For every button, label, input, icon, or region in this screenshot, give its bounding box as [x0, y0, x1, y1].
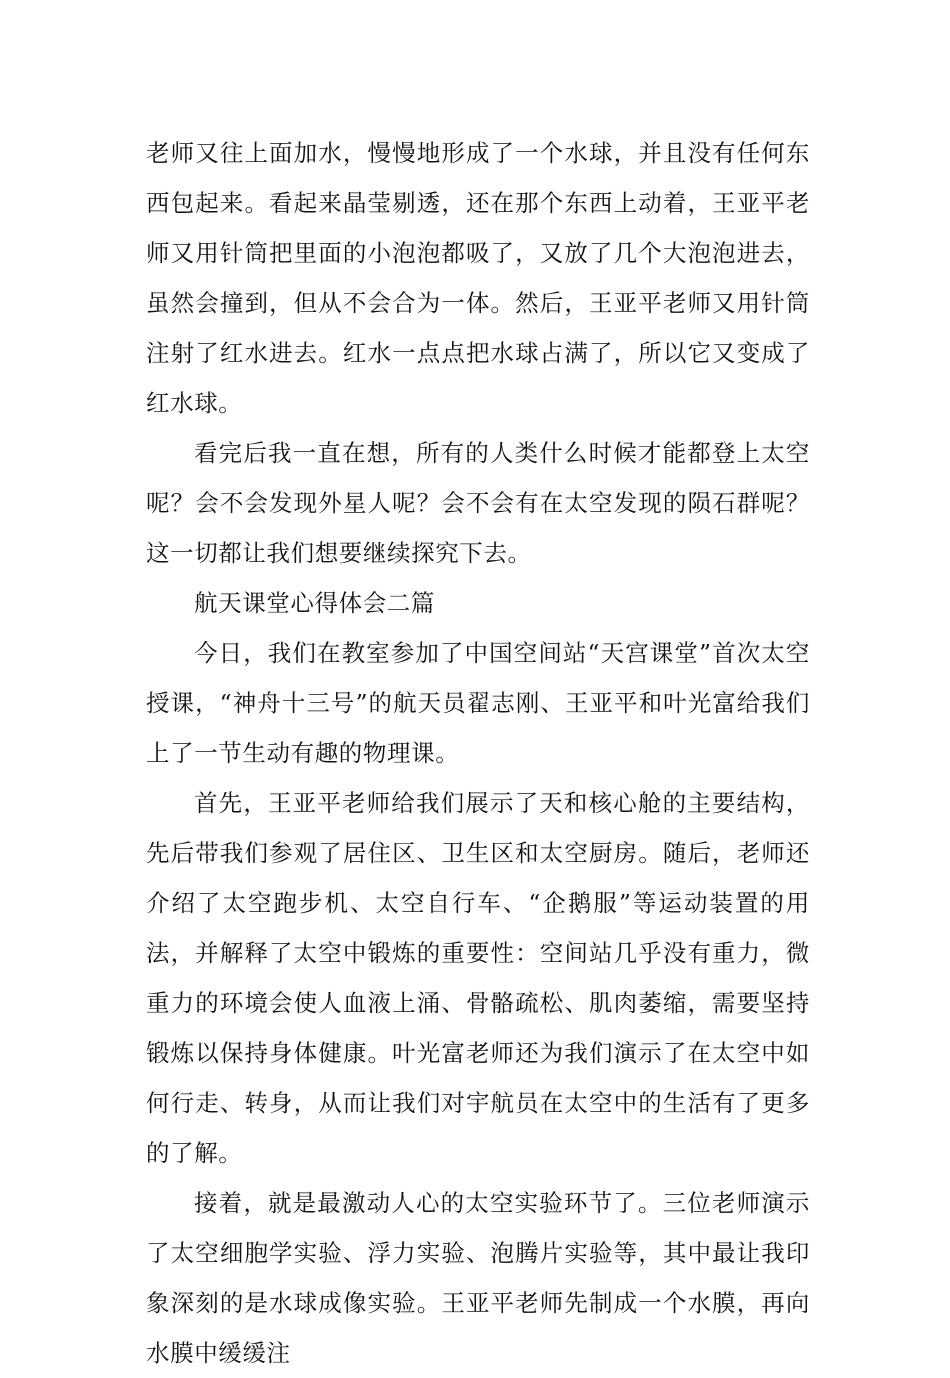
section-heading: 航天课堂心得体会二篇: [194, 589, 435, 617]
paragraph-reflection: 看完后我一直在想，所有的人类什么时候才能都登上太空呢？会不会发现外星人呢？会不会有在太空发现的陨石群呢？这一切都让我们想要继续探究下去。: [146, 439, 810, 567]
paragraph-core-module: 首先，王亚平老师给我们展示了天和核心舱的主要结构，先后带我们参观了居住区、卫生区和太空厨房。随后，老师还介绍了太空跑步机、太空自行车、“企鹅服”等运动装置的用法，并解释了太空中锻炼的重要性：空间站几乎没有重力，微重力的环境会使人血液上涌、骨骼疏松、肌肉萎缩，需要坚持锻炼以保持身体健康。叶光富老师还为我们演示了在太空中如何行走、转身，从而让我们对宇航员在太空中的生活有了更多的了解。: [146, 789, 810, 1167]
document-body: [146, 128, 810, 1378]
paragraph-water-ball-continued: 老师又往上面加水，慢慢地形成了一个水球，并且没有任何东西包起来。看起来晶莹剔透，还在那个东西上动着，王亚平老师又用针筒把里面的小泡泡都吸了，又放了几个大泡泡进去，虽然会撞到，但从不会合为一体。然后，王亚平老师又用针筒注射了红水进去。红水一点点把水球占满了，所以它又变成了红水球。: [146, 139, 810, 417]
paragraph-experiments: 接着，就是最激动人心的太空实验环节了。三位老师演示了太空细胞学实验、浮力实验、泡腾片实验等，其中最让我印象深刻的是水球成像实验。王亚平老师先制成一个水膜，再向水膜中缓缓注: [146, 1189, 810, 1367]
paragraph-intro: 今日，我们在教室参加了中国空间站“天宫课堂”首次太空授课，“神舟十三号”的航天员翟志刚、王亚平和叶光富给我们上了一节生动有趣的物理课。: [146, 639, 810, 767]
